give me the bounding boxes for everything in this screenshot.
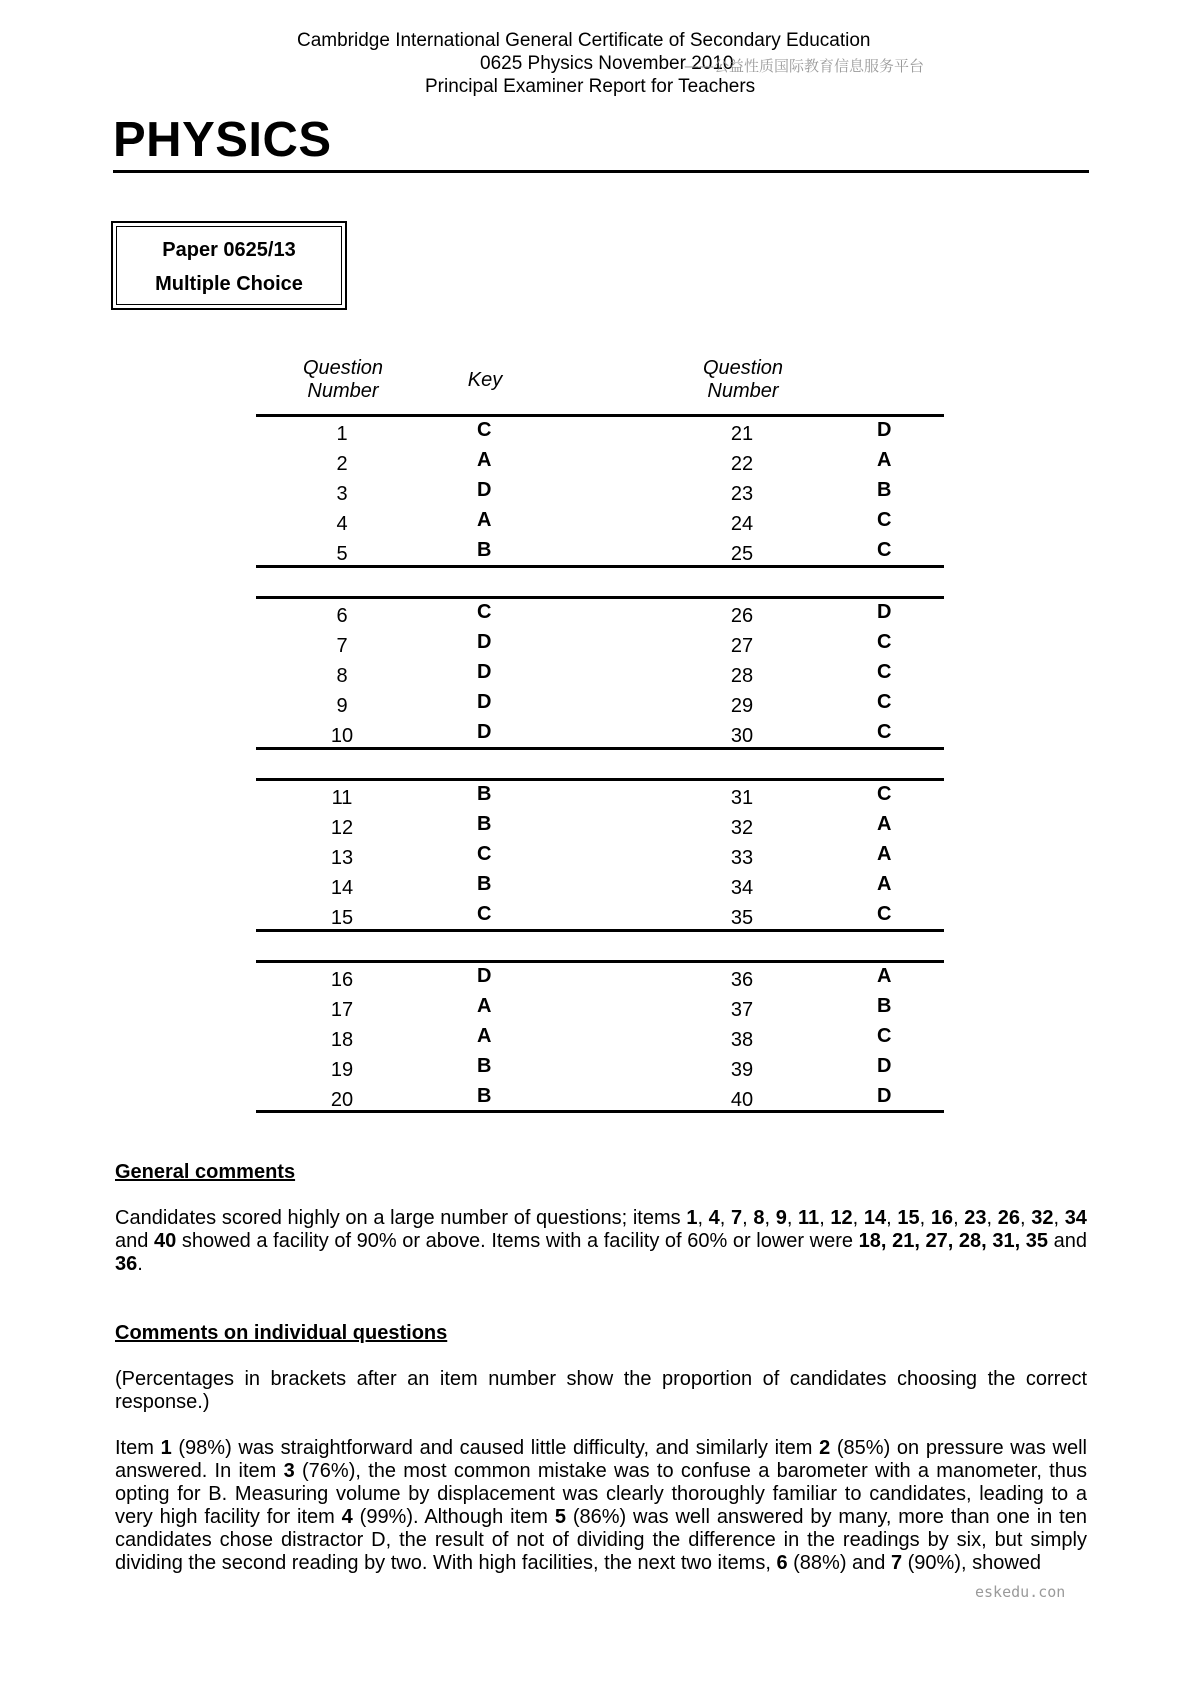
question-number: 36 xyxy=(730,969,754,991)
gc-item: 23 xyxy=(964,1207,987,1229)
answer-key: A xyxy=(877,449,892,471)
answer-key: B xyxy=(477,1085,492,1107)
question-number: 3 xyxy=(336,483,348,505)
ic-item-5: 5 xyxy=(554,1506,566,1528)
table-rule xyxy=(256,960,944,963)
answer-key: C xyxy=(877,631,892,653)
col-header-question-1-l1: Question xyxy=(302,357,384,379)
answer-key: B xyxy=(877,995,892,1017)
paper-code: Paper 0625/13 xyxy=(162,239,296,261)
question-number: 1 xyxy=(336,423,348,445)
answer-key: A xyxy=(877,813,892,835)
gc-item-36: 36 xyxy=(115,1253,138,1275)
answer-key: D xyxy=(877,419,892,441)
question-number: 25 xyxy=(730,543,754,565)
question-number: 13 xyxy=(330,847,354,869)
answer-key: D xyxy=(477,965,492,987)
gc-item: 12 xyxy=(830,1207,853,1229)
gc-and-2: and xyxy=(1048,1230,1087,1252)
question-number: 39 xyxy=(730,1059,754,1081)
ic-t3: (85%) on pressure was well answered. In item xyxy=(115,1437,1088,1482)
question-number: 38 xyxy=(730,1029,754,1051)
gc-item: 26 xyxy=(997,1207,1020,1229)
watermark-bottom: eskedu.con xyxy=(975,1583,1066,1601)
table-rule xyxy=(256,414,944,417)
question-number: 33 xyxy=(730,847,754,869)
answer-key: C xyxy=(877,691,892,713)
gc-item: 32 xyxy=(1031,1207,1054,1229)
answer-key: C xyxy=(477,601,492,623)
ic-item-3: 3 xyxy=(283,1460,295,1482)
question-number: 16 xyxy=(330,969,354,991)
question-number: 19 xyxy=(330,1059,354,1081)
gc-item-40: 40 xyxy=(153,1230,177,1252)
answer-key: C xyxy=(877,509,892,531)
answer-key: A xyxy=(877,965,892,987)
answer-key: A xyxy=(877,873,892,895)
answer-key: D xyxy=(477,631,492,653)
gc-item: 16 xyxy=(930,1207,954,1229)
gc-item: 8 xyxy=(753,1207,765,1229)
table-rule xyxy=(256,596,944,599)
question-number: 14 xyxy=(330,877,354,899)
gc-item: 4 xyxy=(708,1207,720,1229)
col-header-question-2-l1: Question xyxy=(702,357,784,379)
question-number: 37 xyxy=(730,999,754,1021)
answer-key: D xyxy=(477,661,492,683)
gc-item: 9 xyxy=(775,1207,787,1229)
question-number: 7 xyxy=(336,635,348,657)
answer-key: A xyxy=(477,1025,492,1047)
paper-box xyxy=(111,221,347,310)
header-line-3: Principal Examiner Report for Teachers xyxy=(425,76,756,97)
ic-item-1: 1 xyxy=(160,1437,172,1459)
ic-t6: (86%) was well answered by many, more than one in ten candidates chose distractor D, the result of not of dividing the difference in the readings by six, but simply dividing the second reading by two. With high facilities, the next two items, xyxy=(115,1506,1087,1574)
answer-key: A xyxy=(477,509,492,531)
individual-comments-text xyxy=(115,1437,1087,1575)
answer-key: C xyxy=(877,1025,892,1047)
question-number: 5 xyxy=(336,543,348,565)
answer-key: D xyxy=(877,1055,892,1077)
ic-item-4: 4 xyxy=(341,1506,353,1528)
question-number: 9 xyxy=(336,695,348,717)
answer-key: C xyxy=(477,903,492,925)
gc-item: 34 xyxy=(1064,1207,1087,1229)
individual-intro: (Percentages in brackets after an item number show the proportion of candidates choosing the correct response.) xyxy=(115,1368,1087,1413)
col-header-key: Key xyxy=(467,369,503,391)
ic-t2: (98%) was straightforward and caused little difficulty, and similarly item xyxy=(171,1437,820,1459)
question-number: 31 xyxy=(730,787,754,809)
header-line-2: 0625 Physics November 2010 xyxy=(480,53,734,74)
answer-key: B xyxy=(477,783,492,805)
question-number: 24 xyxy=(730,513,754,535)
title-rule xyxy=(113,170,1089,173)
question-number: 2 xyxy=(336,453,348,475)
col-header-question-1 xyxy=(283,357,403,403)
answer-key: D xyxy=(877,1085,892,1107)
question-number: 11 xyxy=(331,787,353,809)
question-number: 29 xyxy=(730,695,754,717)
col-header-question-2 xyxy=(683,357,803,403)
gc-item: 14 xyxy=(863,1207,887,1229)
individual-comments-heading: Comments on individual questions xyxy=(115,1322,448,1344)
answer-key: A xyxy=(477,995,492,1017)
answer-key: C xyxy=(877,661,892,683)
question-number: 22 xyxy=(730,453,754,475)
general-comments-heading: General comments xyxy=(115,1161,296,1183)
question-number: 17 xyxy=(330,999,354,1021)
gc-period: . xyxy=(137,1253,143,1275)
question-number: 20 xyxy=(330,1089,354,1111)
answer-key: B xyxy=(477,1055,492,1077)
header-line-1: Cambridge International General Certificate of Secondary Education xyxy=(297,30,871,51)
question-number: 18 xyxy=(330,1029,354,1051)
question-number: 23 xyxy=(730,483,754,505)
ic-t1: Item xyxy=(115,1437,161,1459)
answer-key: D xyxy=(477,721,492,743)
gc-item: 1 xyxy=(686,1207,698,1229)
question-number: 21 xyxy=(730,423,754,445)
ic-t8: (90%), showed xyxy=(902,1552,1042,1574)
gc-text-1: Candidates scored highly on a large number of questions; items xyxy=(115,1207,687,1229)
answer-key: B xyxy=(877,479,892,501)
answer-key: C xyxy=(477,419,492,441)
question-number: 6 xyxy=(336,605,348,627)
answer-key: C xyxy=(877,783,892,805)
answer-key: C xyxy=(477,843,492,865)
gc-items-low: 18, 21, 27, 28, 31, 35 xyxy=(858,1230,1048,1252)
gc-text-2: showed a facility of 90% or above. Items with a facility of 60% or lower were xyxy=(176,1230,859,1252)
answer-key: D xyxy=(477,691,492,713)
general-comments-text xyxy=(115,1207,1087,1276)
answer-key: C xyxy=(877,539,892,561)
question-number: 27 xyxy=(730,635,754,657)
question-number: 28 xyxy=(730,665,754,687)
answer-key: D xyxy=(477,479,492,501)
answer-key: C xyxy=(877,721,892,743)
answer-key: A xyxy=(877,843,892,865)
question-number: 30 xyxy=(730,725,754,747)
ic-item-2: 2 xyxy=(819,1437,831,1459)
question-number: 32 xyxy=(730,817,754,839)
ic-t4: (76%), the most common mistake was to confuse a barometer with a manometer, thus opting for B. Measuring volume by displacement was clearly thoroughly familiar to candidates, leading to a very high facility for item xyxy=(115,1460,1087,1528)
col-header-question-1-l2: Number xyxy=(307,380,379,402)
question-number: 12 xyxy=(330,817,354,839)
answer-key: B xyxy=(477,813,492,835)
gc-and-1: and xyxy=(115,1230,154,1252)
question-number: 34 xyxy=(730,877,754,899)
answer-key: C xyxy=(877,903,892,925)
col-header-question-2-l2: Number xyxy=(707,380,779,402)
question-number: 10 xyxy=(330,725,354,747)
gc-items-list: 1, 4, 7, 8, 9, 11, 12, 14, 15, 16, 23, 26, 32, 34 xyxy=(686,1207,1087,1229)
gc-item: 7 xyxy=(731,1207,743,1229)
watermark-top: ——公益性质国际教育信息服务平台 xyxy=(684,57,925,75)
page-title: PHYSICS xyxy=(113,113,332,167)
answer-key: A xyxy=(477,449,492,471)
question-number: 40 xyxy=(730,1089,754,1111)
ic-t5: (99%). Although item xyxy=(352,1506,555,1528)
gc-item: 15 xyxy=(897,1207,920,1229)
table-rule xyxy=(256,778,944,781)
ic-t7: (88%) and xyxy=(787,1552,891,1574)
question-number: 4 xyxy=(336,513,348,535)
question-number: 35 xyxy=(730,907,754,929)
question-number: 26 xyxy=(730,605,754,627)
answer-key: B xyxy=(477,539,492,561)
question-number: 8 xyxy=(336,665,348,687)
question-number: 15 xyxy=(330,907,354,929)
ic-item-7: 7 xyxy=(890,1552,903,1574)
paper-type: Multiple Choice xyxy=(155,273,303,295)
answer-key: B xyxy=(477,873,492,895)
ic-item-6: 6 xyxy=(776,1552,788,1574)
answer-key: D xyxy=(877,601,892,623)
gc-item: 11 xyxy=(798,1207,820,1229)
